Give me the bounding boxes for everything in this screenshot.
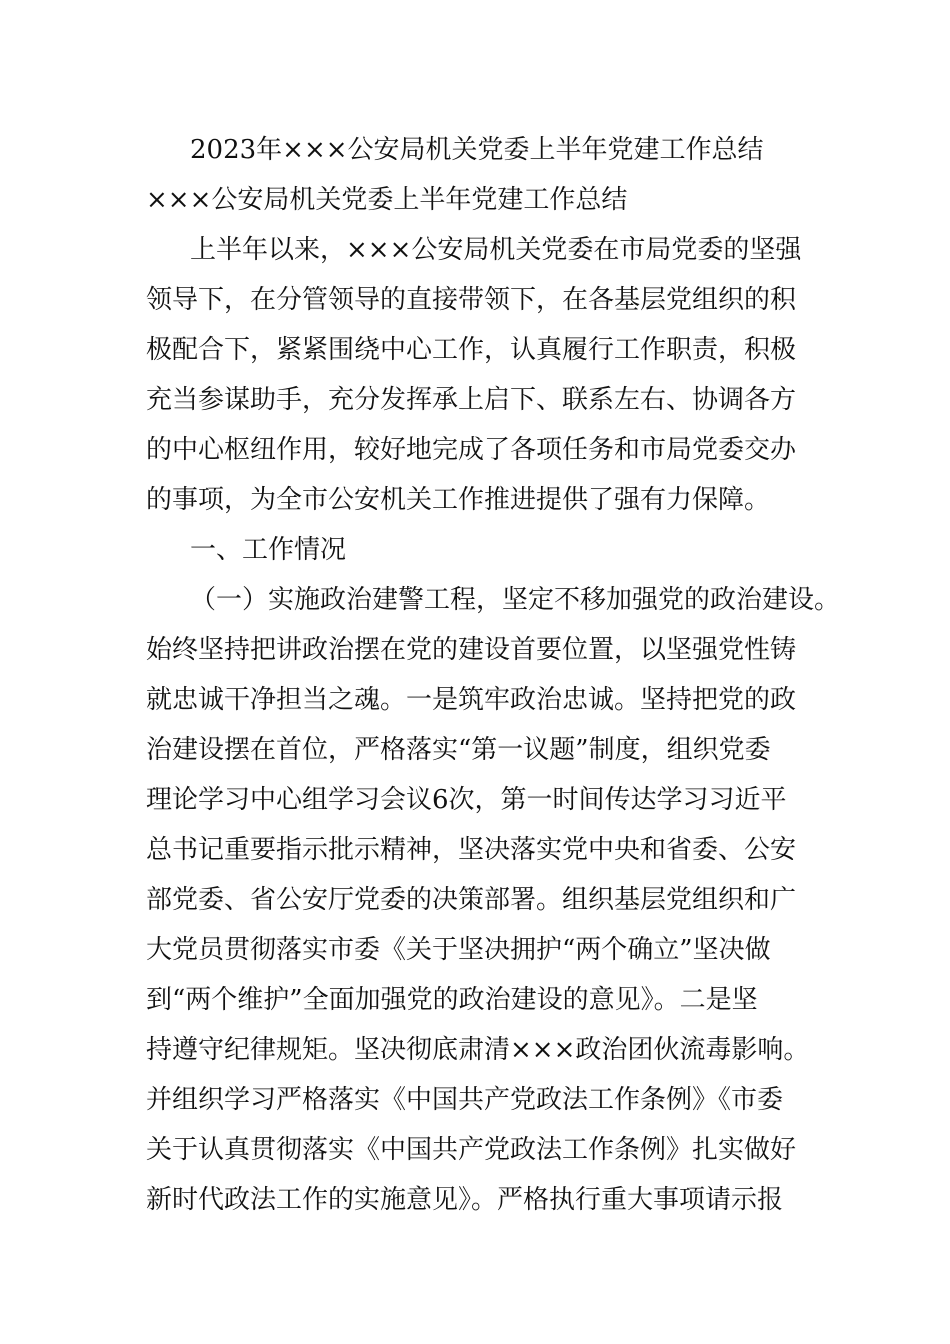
body-line: 并组织学习严格落实《中国共产党政法工作条例》《市委	[146, 1085, 784, 1115]
body-line: 充当参谋助手，充分发挥承上启下、联系左右、协调各方	[146, 385, 797, 415]
body-line: 的中心枢纽作用，较好地完成了各项任务和市局党委交办	[146, 435, 797, 465]
body-line: 大党员贯彻落实市委《关于坚决拥护“两个确立”坚决做	[146, 935, 771, 965]
body-line: 持遵守纪律规矩。坚决彻底肃清×××政治团伙流毒影响。	[146, 1035, 810, 1065]
body-line: 到“两个维护”全面加强党的政治建设的意见》。二是坚	[146, 985, 758, 1015]
body-line: 就忠诚干净担当之魂。一是筑牢政治忠诚。坚持把党的政	[146, 685, 797, 715]
subsection-heading: （一）实施政治建警工程，坚定不移加强党的政治建设。	[190, 585, 841, 615]
body-line: 领导下，在分管领导的直接带领下，在各基层党组织的积	[146, 285, 797, 315]
body-line: 关于认真贯彻落实《中国共产党政法工作条例》扎实做好	[146, 1135, 797, 1165]
document-subtitle: ×××公安局机关党委上半年党建工作总结	[146, 185, 628, 215]
body-line: 极配合下，紧紧围绕中心工作，认真履行工作职责，积极	[146, 335, 797, 365]
body-line: 理论学习中心组学习会议6次，第一时间传达学习习近平	[146, 785, 787, 815]
body-line: 部党委、省公安厅党委的决策部署。组织基层党组织和广	[146, 885, 797, 915]
body-line: 上半年以来，×××公安局机关党委在市局党委的坚强	[190, 235, 802, 265]
body-line: 总书记重要指示批示精神，坚决落实党中央和省委、公安	[146, 835, 797, 865]
body-line: 的事项，为全市公安机关工作推进提供了强有力保障。	[146, 485, 771, 515]
body-line: 新时代政法工作的实施意见》。严格执行重大事项请示报	[146, 1185, 784, 1215]
document-title: 2023年×××公安局机关党委上半年党建工作总结	[190, 135, 764, 165]
body-line: 始终坚持把讲政治摆在党的建设首要位置，以坚强党性铸	[146, 635, 797, 665]
body-line: 治建设摆在首位，严格落实“第一议题”制度，组织党委	[146, 735, 771, 765]
section-heading: 一、工作情况	[190, 535, 347, 565]
